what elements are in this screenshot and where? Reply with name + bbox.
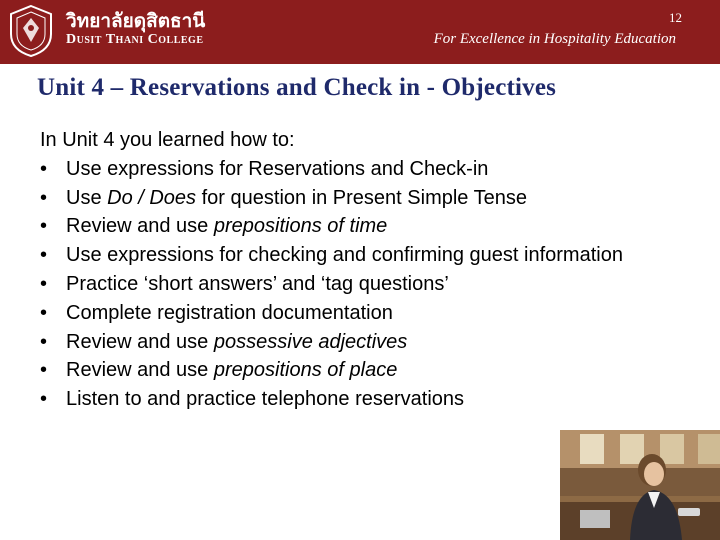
objective-text: Listen to and practice telephone reservations: [66, 388, 465, 411]
slide-content: [40, 126, 680, 414]
objectives-list: [40, 155, 680, 414]
objective-text: Use expressions for Reservations and Check-in: [66, 157, 489, 180]
objective-item: [40, 356, 680, 385]
objective-item: [40, 328, 680, 357]
objective-text: for question in Present Simple Tense: [196, 186, 527, 209]
receptionist-photo: [560, 430, 720, 540]
bullet-icon: •: [40, 330, 48, 353]
objective-text: Review and use: [66, 359, 214, 382]
objective-item: [40, 184, 680, 213]
objective-item: [40, 385, 680, 414]
slide-title: Unit 4 – Reservations and Check in - Objectives: [37, 74, 557, 101]
bullet-icon: •: [40, 244, 48, 267]
college-tagline: For Excellence in Hospitality Education: [433, 31, 676, 47]
objective-text: Use expressions for checking and confirming guest information: [66, 244, 623, 267]
objective-emphasis: prepositions of time: [213, 215, 388, 238]
slide-header: [0, 0, 720, 64]
college-name-english: Dusit Thani College: [66, 32, 204, 47]
bullet-icon: •: [40, 301, 48, 324]
college-seal-logo: [8, 4, 54, 58]
objective-emphasis: prepositions of place: [213, 359, 398, 382]
objective-item: [40, 299, 680, 328]
bullet-icon: •: [40, 272, 48, 295]
objective-item: [40, 155, 680, 184]
bullet-icon: •: [40, 186, 48, 209]
objective-text: Practice ‘short answers’ and ‘tag questions’: [66, 272, 449, 295]
objective-item: [40, 270, 680, 299]
bullet-icon: •: [40, 388, 48, 411]
objective-text: Review and use: [66, 330, 214, 353]
college-name-thai: วิทยาลัยดุสิตธานี: [66, 10, 206, 32]
objective-emphasis: Do / Does: [107, 186, 197, 209]
page-number: 12: [669, 10, 682, 25]
objective-item: [40, 241, 680, 270]
objective-text: Use: [66, 186, 108, 209]
objective-text: Review and use: [66, 215, 214, 238]
intro-text: In Unit 4 you learned how to:: [40, 129, 295, 151]
objective-emphasis: possessive adjectives: [213, 330, 408, 353]
bullet-icon: •: [40, 359, 48, 382]
objective-text: Complete registration documentation: [66, 301, 393, 324]
bullet-icon: •: [40, 215, 48, 238]
objective-item: [40, 212, 680, 241]
bullet-icon: •: [40, 157, 48, 180]
